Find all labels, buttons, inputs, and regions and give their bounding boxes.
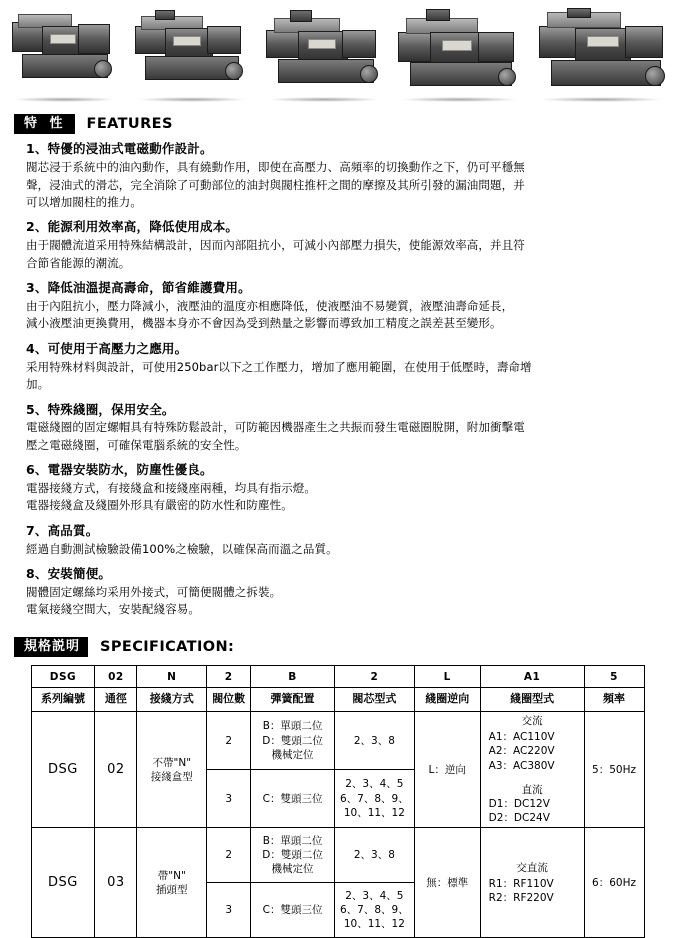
column-header: 閥位數 [207,688,251,712]
code-cell: A1 [480,666,584,688]
code-cell: 5 [584,666,644,688]
table-row [31,828,644,883]
code-cell: 2 [334,666,414,688]
coil-type: 交流 A1：AC110V A2：AC220V A3：AC380V 直流 D1：DC12V D2：DC24V [480,712,584,828]
code-cell: 2 [207,666,251,688]
coil-direction: 無：標準 [414,828,480,938]
coil-direction: L：逆向 [414,712,480,828]
specification-table-wrap [14,665,661,938]
feature-number: 7、 [26,522,48,538]
feature-number: 6、 [26,462,48,478]
feature-body: 電磁綫圈的固定螺帽具有特殊防鬆設計，可防範因機器產生之共振而發生電磁圈脫開，附加衝擊電 壓之電磁綫圈，可確保電腦系統的安全性。 [26,420,525,452]
code-cell: 02 [95,666,137,688]
features-section-header [14,114,675,134]
feature-body: 閥體固定螺絲均采用外接式，可簡便閥體之拆裝。 電氣接綫空間大，安裝配綫容易。 [26,584,282,617]
features-en-title: FEATURES [86,116,173,133]
features-list [0,140,675,619]
solenoid-valve-photo-2 [133,8,251,100]
code-cell: DSG [31,666,95,688]
code-cell: N [137,666,207,688]
code-cell: B [251,666,335,688]
feature-number: 3、 [26,280,48,296]
coil-type: 交直流 R1：RF110V R2：RF220V [480,828,584,938]
feature-number: 5、 [26,401,48,417]
feature-title: 4、可使用于高壓力之應用。 [26,340,188,356]
feature-title: 2、能源利用效率高，降低使用成本。 [26,219,239,235]
feature-title: 1、特優的浸油式電磁動作設計。 [26,141,213,157]
spool-type: 2、3、8 [334,828,414,883]
solenoid-valve-photo-4 [396,8,522,100]
feature-item [26,218,661,272]
feature-body: 采用特殊材料與設計，可使用250bar以下之工作壓力，增加了應用範圍，在使用于低壓時，壽命增 加。 [26,359,532,392]
feature-number: 8、 [26,566,48,582]
position-count: 2 [207,828,251,883]
feature-title: 5、特殊綫圈，保用安全。 [26,401,175,417]
spool-type: 2、3、8 [334,712,414,770]
feature-item [26,565,661,619]
feature-body: 經過自動測試檢驗設備100%之檢驗，以確保高而溫之品質。 [26,541,338,556]
specification-table [31,665,645,938]
column-header: 綫圈逆向 [414,688,480,712]
feature-item [26,279,661,333]
column-header: 頻率 [584,688,644,712]
feature-number: 1、 [26,141,48,157]
spring-config: C：雙頭三位 [251,883,335,938]
spool-type: 2、3、4、5 6、7、8、9、 10、11、12 [334,883,414,938]
model-code: DSG [31,712,95,828]
feature-item [26,401,661,455]
feature-item [26,140,661,211]
table-row-headers [31,688,644,712]
solenoid-valve-photo-5 [535,8,667,100]
feature-body: 由于閥體流道采用特殊結構設計，因而內部阻抗小，可減小內部壓力損失，使能源效率高，并且符 合節省能源的潮流。 [26,238,525,270]
column-header: 接綫方式 [137,688,207,712]
feature-item [26,522,661,558]
specification-section-header [14,637,675,657]
frequency: 5：50Hz [584,712,644,828]
frequency: 6：60Hz [584,828,644,938]
table-row [31,712,644,770]
code-cell: L [414,666,480,688]
feature-body: 閥芯浸于系統中的油內動作，具有繞動作用，即使在高壓力、高頻率的切換動作之下，仍可平穩無 聲，浸油式的滑芯，完全消除了可動部位的油封與閥柱推杆之間的摩擦及其所引發的漏油問題，并 可以增加閥柱的推力。 [26,160,525,209]
bore-code: 02 [95,712,137,828]
product-photo-strip [0,0,675,100]
model-code: DSG [31,828,95,938]
column-header: 綫圈型式 [480,688,584,712]
feature-number: 2、 [26,219,48,235]
feature-body: 由于內阻抗小，壓力降減小，液壓油的溫度亦相應降低，使液壓油不易變質，液壓油壽命延長， 減小液壓油更換費用，機器本身亦不會因為受到熱量之影響而導致加工精度之誤差甚至變形。 [26,298,514,331]
wiring-type: 不帶"N" 接綫盒型 [137,712,207,828]
spring-config: B：單頭二位 D：雙頭二位 機械定位 [251,828,335,883]
feature-title: 8、安裝簡便。 [26,566,112,582]
specification-cn-title: 規格説明 [14,637,88,657]
spool-type: 2、3、4、5 6、7、8、9、 10、11、12 [334,770,414,828]
bore-code: 03 [95,828,137,938]
feature-title: 6、電器安裝防水，防塵性優良。 [26,462,213,478]
position-count: 3 [207,770,251,828]
specification-en-title: SPECIFICATION: [100,638,235,655]
column-header: 系列編號 [31,688,95,712]
position-count: 2 [207,712,251,770]
solenoid-valve-photo-1 [8,8,120,100]
spring-config: B：單頭二位 D：雙頭二位 機械定位 [251,712,335,770]
spring-config: C：雙頭三位 [251,770,335,828]
column-header: 通徑 [95,688,137,712]
feature-item [26,461,661,515]
table-row-codes [31,666,644,688]
feature-item [26,340,661,394]
feature-body: 電器接綫方式，有接綫盒和接綫座兩種，均具有指示燈。 電器接綫盒及綫圈外形具有嚴密的防水性和防塵性。 [26,480,316,513]
feature-number: 4、 [26,340,48,356]
column-header: 彈簧配置 [251,688,335,712]
feature-title: 7、高品質。 [26,522,99,538]
column-header: 閥芯型式 [334,688,414,712]
feature-title: 3、降低油溫提高壽命，節省維護費用。 [26,280,251,296]
position-count: 3 [207,883,251,938]
features-cn-title: 特 性 [14,114,75,134]
wiring-type: 帶"N" 插頭型 [137,828,207,938]
solenoid-valve-photo-3 [264,8,384,100]
